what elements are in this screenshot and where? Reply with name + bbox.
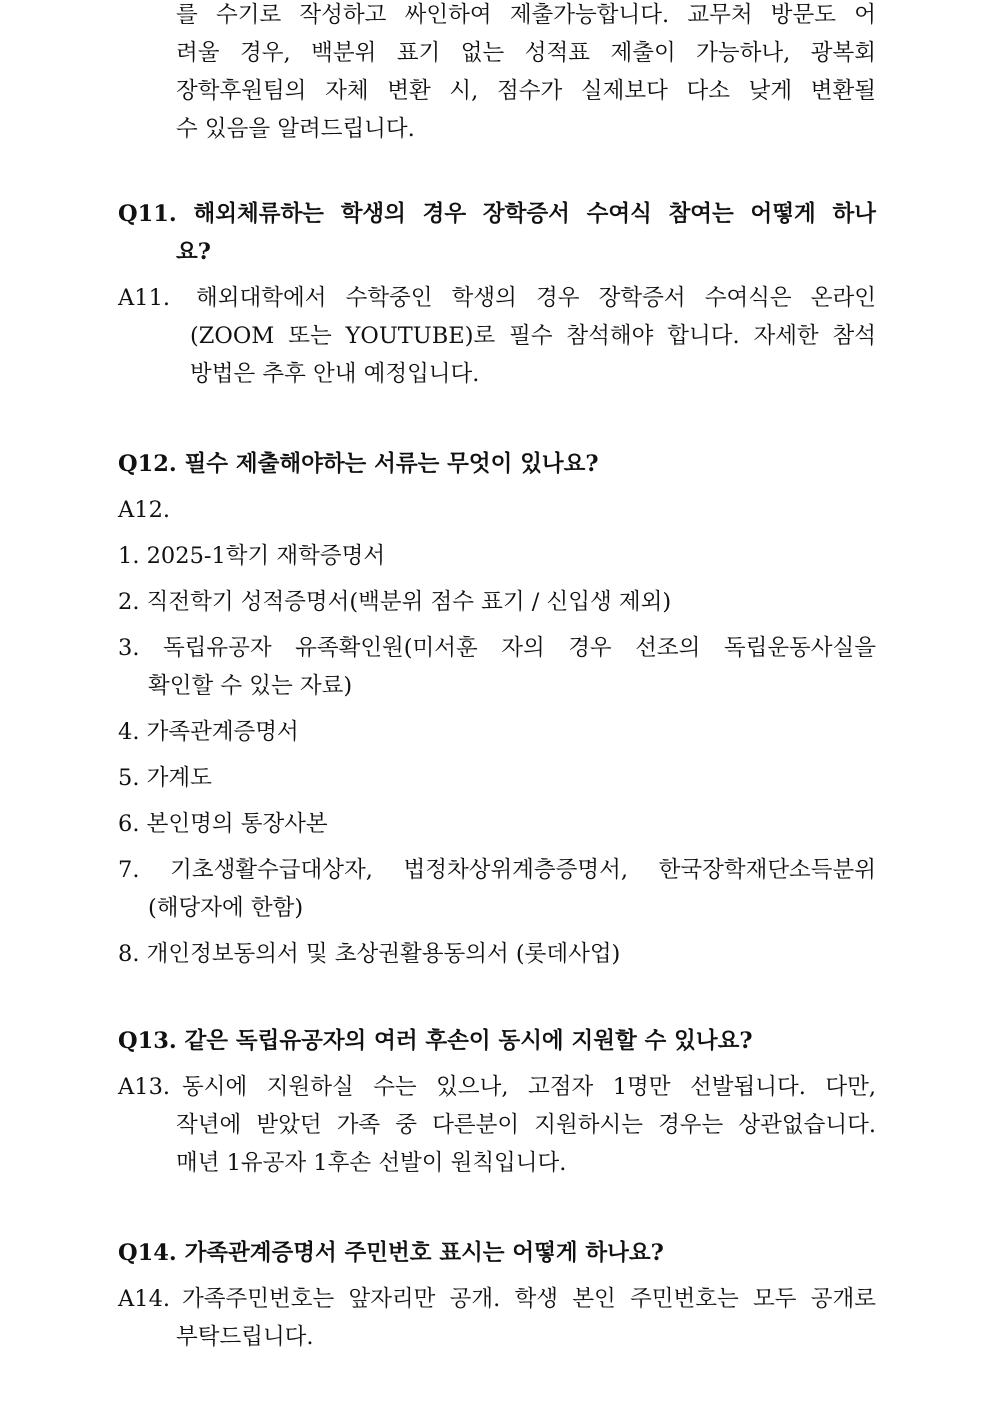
answer-label: A12.	[118, 497, 171, 523]
answer-line: 방법은 추후 안내 예정입니다.	[190, 361, 480, 387]
question-14	[118, 1234, 876, 1272]
answer-line: 동시에 지원하실 수는 있으나, 고점자 1명만 선발됩니다. 다만,	[182, 1074, 876, 1100]
answer-line: 부탁드립니다.	[176, 1324, 314, 1350]
question-12	[118, 445, 876, 483]
question-line: Q12. 필수 제출해야하는 서류는 무엇이 있나요?	[118, 451, 599, 477]
list-item-line: (해당자에 한함)	[148, 895, 304, 921]
answer-line: 려울 경우, 백분위 표기 없는 성적표 제출이 가능하나, 광복회	[176, 40, 876, 66]
answer-11	[118, 279, 876, 393]
list-item-line: 7. 기초생활수급대상자, 법정차상위계층증명서, 한국장학재단소득분위	[118, 857, 876, 883]
answer-13	[118, 1068, 876, 1182]
list-item	[118, 805, 876, 843]
list-item-line: 4. 가족관계증명서	[118, 719, 299, 745]
answer-label: A11.	[118, 285, 171, 311]
list-item	[118, 629, 876, 705]
list-item	[118, 537, 876, 575]
list-item-line: 8. 개인정보동의서 및 초상권활용동의서 (롯데사업)	[118, 941, 621, 967]
question-line: Q14. 가족관계증명서 주민번호 표시는 어떻게 하나요?	[118, 1240, 664, 1266]
question-line: Q13. 같은 독립유공자의 여러 후손이 동시에 지원할 수 있나요?	[118, 1028, 753, 1054]
question-line: 요?	[176, 239, 211, 265]
answer-line: 수 있음을 알려드립니다.	[176, 116, 415, 142]
answer-14	[118, 1280, 876, 1356]
question-13	[118, 1022, 876, 1060]
answer-line: 장학후원팀의 자체 변환 시, 점수가 실제보다 다소 낮게 변환될	[176, 78, 876, 104]
answer-line: 를 수기로 작성하고 싸인하여 제출가능합니다. 교무처 방문도 어	[176, 2, 876, 28]
answer-line: 해외대학에서 수학중인 학생의 경우 장학증서 수여식은 온라인	[196, 285, 876, 311]
answer-line: 매년 1유공자 1후손 선발이 원칙입니다.	[176, 1150, 567, 1176]
list-item-line: 1. 2025-1학기 재학증명서	[118, 543, 386, 569]
answer-line: 작년에 받았던 가족 중 다른분이 지원하시는 경우는 상관없습니다.	[176, 1112, 876, 1138]
list-item-line: 6. 본인명의 통장사본	[118, 811, 328, 837]
list-item	[118, 935, 876, 973]
answer-label: A13.	[118, 1074, 171, 1100]
question-11	[118, 195, 876, 271]
list-item-line: 확인할 수 있는 자료)	[148, 673, 353, 699]
answer-line: (ZOOM 또는 YOUTUBE)로 필수 참석해야 합니다. 자세한 참석	[190, 323, 876, 349]
list-item	[118, 851, 876, 927]
list-item-line: 3. 독립유공자 유족확인원(미서훈 자의 경우 선조의 독립운동사실을	[118, 635, 876, 661]
answer-line: 가족주민번호는 앞자리만 공개. 학생 본인 주민번호는 모두 공개로	[182, 1286, 876, 1312]
list-item-line: 5. 가계도	[118, 765, 212, 791]
document-list	[118, 537, 876, 973]
list-item	[118, 713, 876, 751]
list-item	[118, 759, 876, 797]
answer-label: A14.	[118, 1286, 171, 1312]
list-item-line: 2. 직전학기 성적증명서(백분위 점수 표기 / 신입생 제외)	[118, 589, 672, 615]
continued-answer	[118, 0, 876, 148]
list-item	[118, 583, 876, 621]
answer-12	[118, 491, 876, 529]
question-line: Q11. 해외체류하는 학생의 경우 장학증서 수여식 참여는 어떻게 하나	[118, 201, 876, 227]
